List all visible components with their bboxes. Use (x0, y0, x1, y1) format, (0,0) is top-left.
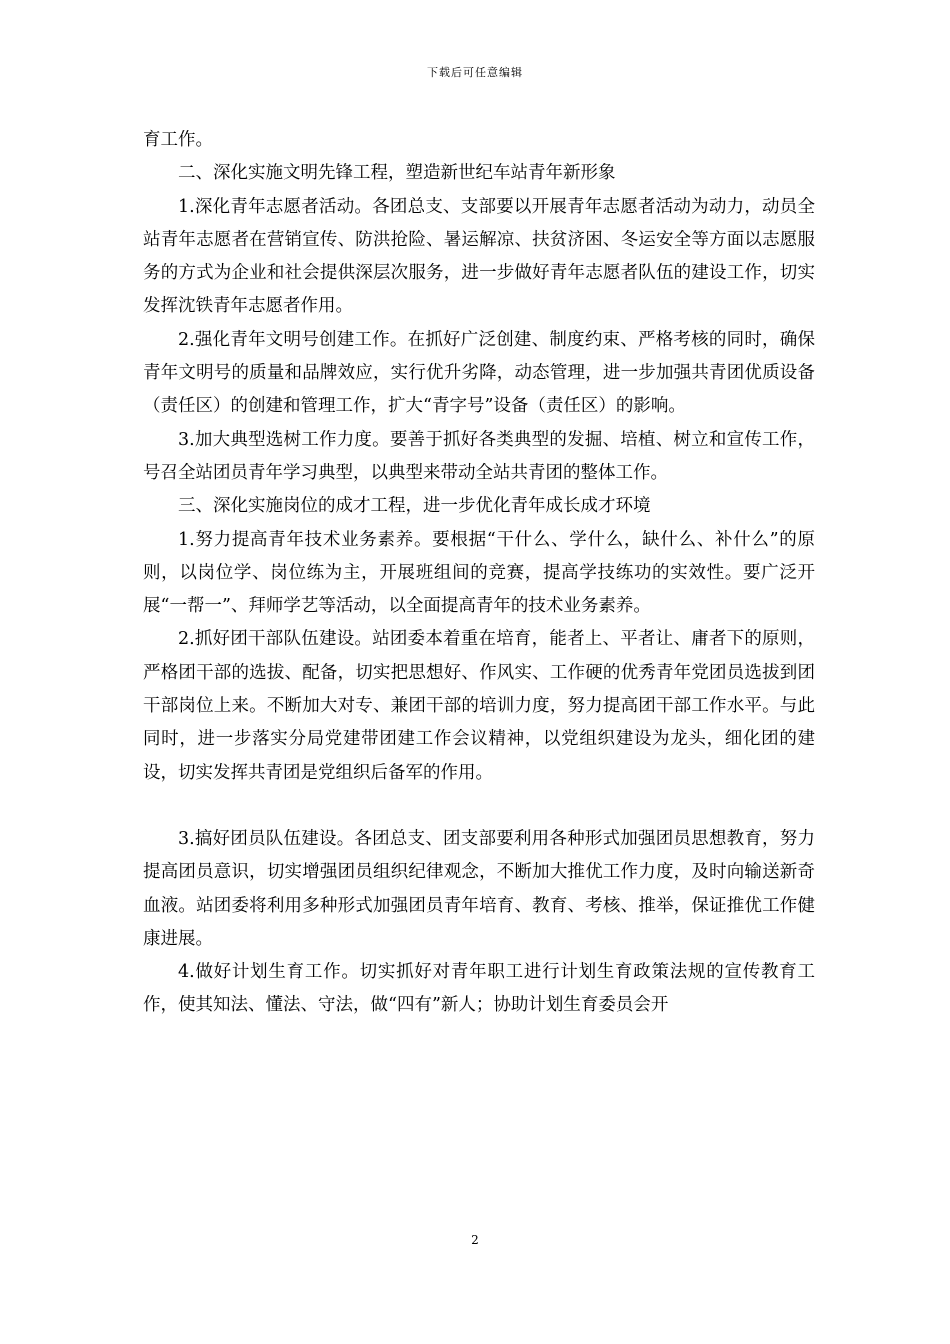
document-body (143, 124, 815, 1023)
paragraph-member-team: 3.搞好团员队伍建设。各团总支、团支部要利用各种形式加强团员思想教育，努力提高团员意识，切实增强团员组织纪律观念，不断加大推优工作力度，及时向输送新奇血液。站团委将利用多种形式加强团员青年培育、教育、考核、推举，保证推优工作健康进展。 (143, 828, 815, 949)
paragraph-continuation: 育工作。 (143, 130, 213, 150)
paragraph-civilization-post: 2.强化青年文明号创建工作。在抓好广泛创建、制度约束、严格考核的同时，确保青年文明号的质量和品牌效应，实行优升劣降，动态管理，进一步加强共青团优质设备（责任区）的创建和管理工作，扩大“青字号”设备（责任区）的影响。 (143, 329, 815, 417)
paragraph-cadre-team: 2.抓好团干部队伍建设。站团委本着重在培育，能者上、平者让、庸者下的原则，严格团干部的选拔、配备，切实把思想好、作风实、工作硬的优秀青年党团员选拔到团干部岗位上来。不断加大对专、兼团干部的培训力度，努力提高团干部工作水平。与此同时，进一步落实分局党建带团建工作会议精神，以党组织建设为龙头，细化团的建设，切实发挥共青团是党组织后备军的作用。 (143, 629, 815, 783)
page-number: 2 (471, 1233, 479, 1247)
section-heading-2: 二、深化实施文明先锋工程，塑造新世纪车站青年新形象 (178, 163, 616, 184)
paragraph-skills: 1.努力提高青年技术业务素养。要根据“干什么、学什么，缺什么、补什么”的原则，以岗位学、岗位练为主，开展班组间的竞赛，提高学技练功的实效性。要广泛开展“一帮一”、拜师学艺等活动，以全面提高青年的技术业务素养。 (143, 529, 815, 617)
paragraph-volunteer: 1.深化青年志愿者活动。各团总支、支部要以开展青年志愿者活动为动力，动员全站青年志愿者在营销宣传、防洪抢险、暑运解凉、扶贫济困、冬运安全等方面以志愿服务的方式为企业和社会提供深层次服务，进一步做好青年志愿者队伍的建设工作，切实发挥沈铁青年志愿者作用。 (143, 196, 815, 317)
page-header-note: 下载后可任意编辑 (427, 66, 523, 79)
section-heading-3: 三、深化实施岗位的成才工程，进一步优化青年成长成才环境 (178, 496, 651, 517)
paragraph-family-planning: 4.做好计划生育工作。切实抓好对青年职工进行计划生育政策法规的宣传教育工作，使其知法、懂法、守法，做“四有”新人；协助计划生育委员会开 (143, 962, 815, 1016)
paragraph-role-models: 3.加大典型选树工作力度。要善于抓好各类典型的发掘、培植、树立和宣传工作，号召全站团员青年学习典型，以典型来带动全站共青团的整体工作。 (143, 429, 815, 483)
